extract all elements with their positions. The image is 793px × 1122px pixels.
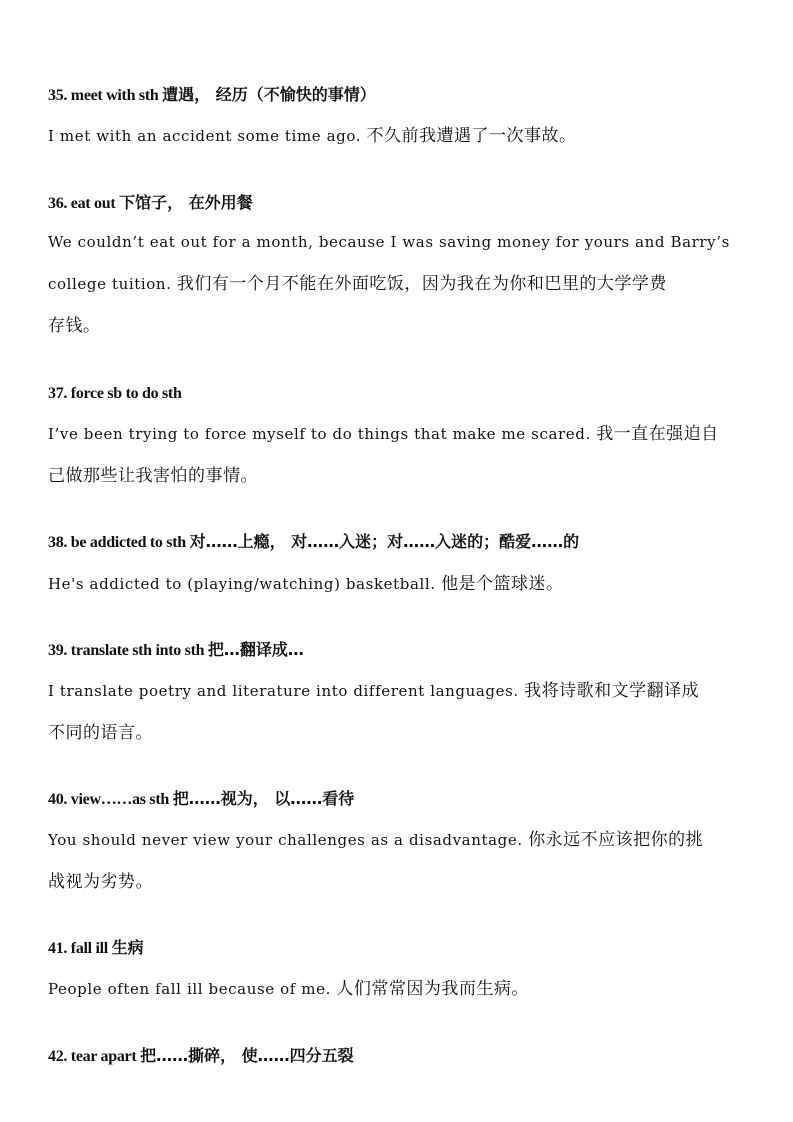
example-en: I’ve been trying to force myself to do things that make me scared. xyxy=(48,425,591,443)
example-sentence-40-line-1 xyxy=(48,828,748,852)
example-sentence-38 xyxy=(48,572,748,596)
phrase-en: 41. fall ill xyxy=(48,940,108,957)
phrase-zh: 把……撕碎， 使……四分五裂 xyxy=(140,1046,354,1065)
example-zh: 我将诗歌和文学翻译成 xyxy=(524,681,700,701)
phrase-heading-38 xyxy=(48,531,748,554)
example-zh: 人们常常因为我而生病。 xyxy=(336,979,529,999)
phrase-zh: 把…翻译成… xyxy=(207,640,304,659)
example-sentence-37-line-2 xyxy=(48,464,748,488)
example-sentence-40-line-2 xyxy=(48,870,748,894)
example-zh: 我一直在强迫自 xyxy=(596,424,719,444)
example-zh: 他是个篮球迷。 xyxy=(441,574,564,594)
phrase-zh: 下馆子， 在外用餐 xyxy=(119,193,253,212)
phrase-heading-37 xyxy=(48,382,748,405)
phrase-zh: 把……视为， 以……看待 xyxy=(172,789,355,808)
phrase-en: 35. meet with sth xyxy=(48,87,159,104)
example-sentence-35 xyxy=(48,124,748,148)
example-zh: 战视为劣势。 xyxy=(48,872,153,892)
example-sentence-36-line-2 xyxy=(48,272,748,296)
example-en: I met with an accident some time ago. xyxy=(48,127,362,145)
example-sentence-39-line-2 xyxy=(48,721,748,745)
example-en: He's addicted to (playing/watching) basketball. xyxy=(48,575,436,593)
example-zh: 己做那些让我害怕的事情。 xyxy=(48,466,258,486)
example-zh: 不久前我遭遇了一次事故。 xyxy=(366,126,577,146)
example-en: People often fall ill because of me. xyxy=(48,980,331,998)
phrase-en: 40. view……as sth xyxy=(48,791,169,808)
example-zh: 存钱。 xyxy=(48,316,101,336)
example-sentence-39-line-1 xyxy=(48,679,748,703)
example-en: You should never view your challenges as a disadvantage. xyxy=(48,831,523,849)
example-sentence-37-line-1 xyxy=(48,422,748,446)
example-zh: 不同的语言。 xyxy=(48,723,153,743)
example-sentence-41 xyxy=(48,977,748,1001)
phrase-en: 38. be addicted to sth xyxy=(48,534,186,551)
phrase-heading-41 xyxy=(48,937,748,960)
example-zh: 你永远不应该把你的挑 xyxy=(528,830,704,850)
phrase-en: 37. force sb to do sth xyxy=(48,385,182,402)
phrase-heading-40 xyxy=(48,788,748,811)
example-sentence-36-line-1 xyxy=(48,230,748,254)
phrase-heading-42 xyxy=(48,1045,748,1068)
phrase-zh: 对……上瘾， 对……入迷；对……入迷的；酷爱……的 xyxy=(189,532,580,551)
example-en: I translate poetry and literature into different languages. xyxy=(48,682,519,700)
phrase-en: 36. eat out xyxy=(48,195,116,212)
phrase-heading-39 xyxy=(48,639,748,662)
phrase-en: 39. translate sth into sth xyxy=(48,642,205,659)
phrase-zh: 遭遇， 经历（不愉快的事情） xyxy=(162,85,376,104)
example-en: We couldn’t eat out for a month, because I was saving money for yours and Barry’s xyxy=(48,233,730,251)
phrase-en: 42. tear apart xyxy=(48,1048,137,1065)
phrase-heading-35 xyxy=(48,84,748,107)
phrase-zh: 生病 xyxy=(111,938,144,957)
example-en: college tuition. xyxy=(48,275,172,293)
phrase-heading-36 xyxy=(48,192,748,215)
example-sentence-36-line-3 xyxy=(48,314,748,338)
example-zh: 我们有一个月不能在外面吃饭，因为我在为你和巴里的大学学费 xyxy=(176,274,667,294)
